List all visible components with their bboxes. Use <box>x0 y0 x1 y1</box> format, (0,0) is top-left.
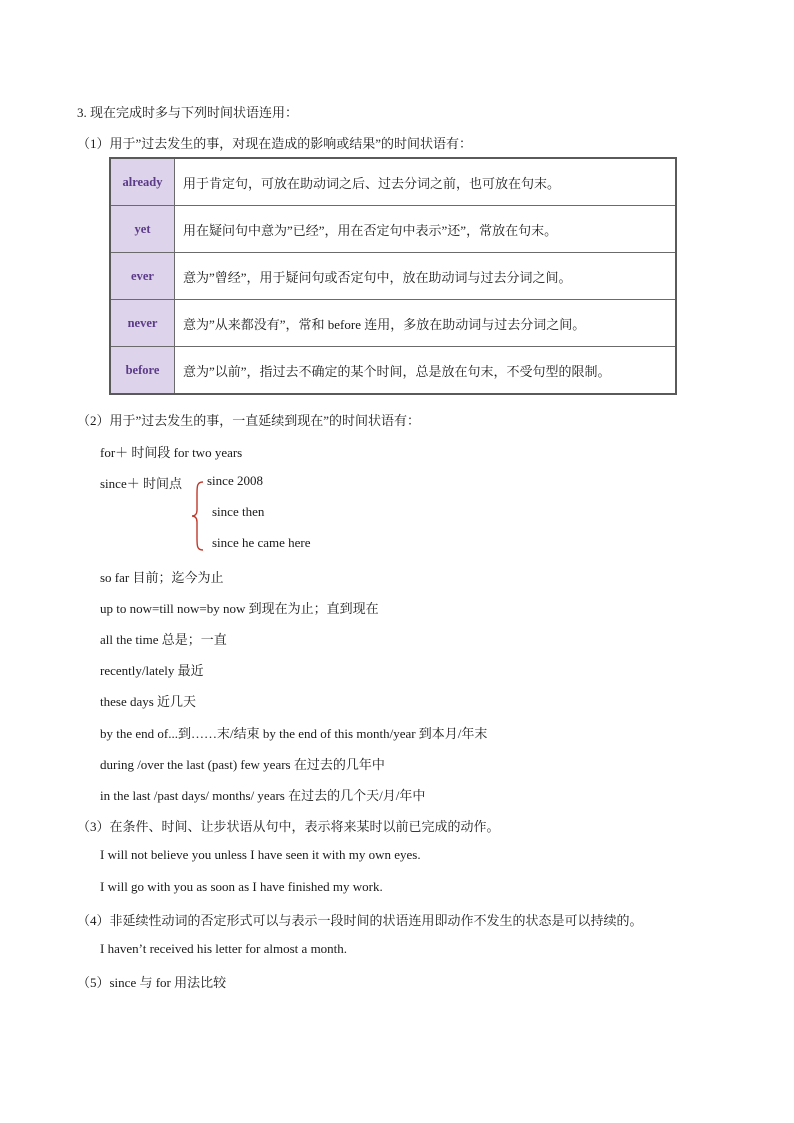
keyword-cell: yet <box>110 206 175 253</box>
adverb-table <box>109 157 677 395</box>
list-item: so far 目前；迄今为止 <box>100 570 224 585</box>
keyword-cell: never <box>110 300 175 347</box>
description-cell: 用于肯定句，可放在助动词之后、过去分词之前，也可放在句末。 <box>175 158 677 206</box>
keyword-cell: before <box>110 347 175 395</box>
keyword-cell: ever <box>110 253 175 300</box>
description-cell: 意为”从来都没有”，常和 before 连用，多放在助动词与过去分词之间。 <box>175 300 677 347</box>
for-line: for＋ 时间段 for two years <box>100 445 243 460</box>
brace-icon <box>191 480 205 552</box>
table-row <box>110 347 676 395</box>
list-item: these days 近几天 <box>100 694 197 709</box>
table-row <box>110 300 676 347</box>
table-row <box>110 206 676 253</box>
section2-title: （2）用于”过去发生的事，一直延续到现在”的时间状语有： <box>77 413 421 428</box>
section1-title: （1）用于”过去发生的事，对现在造成的影响或结果”的时间状语有： <box>77 136 473 151</box>
table-row <box>110 158 676 206</box>
example-sentence: I will not believe you unless I have seen it with my own eyes. <box>100 847 421 862</box>
section3-title: （3）在条件、时间、让步状语从句中，表示将来某时以前已完成的动作。 <box>77 819 500 834</box>
description-cell: 意为”曾经”，用于疑问句或否定句中，放在助动词与过去分词之间。 <box>175 253 677 300</box>
list-item: in the last /past days/ months/ years 在过去的几个天/月/年中 <box>100 788 426 803</box>
list-item: during /over the last (past) few years 在过去的几年中 <box>100 757 385 772</box>
description-cell: 意为”以前”，指过去不确定的某个时间，总是放在句末，不受句型的限制。 <box>175 347 677 395</box>
list-item: up to now=till now=by now 到现在为止；直到现在 <box>100 601 379 616</box>
section4-title: （4）非延续性动词的否定形式可以与表示一段时间的状语连用即动作不发生的状态是可以持续的。 <box>77 913 643 928</box>
description-cell: 用在疑问句中意为”已经”，用在否定句中表示”还”，常放在句末。 <box>175 206 677 253</box>
example-sentence: I will go with you as soon as I have finished my work. <box>100 879 383 894</box>
list-item: recently/lately 最近 <box>100 663 204 678</box>
keyword-cell: already <box>110 158 175 206</box>
list-item: all the time 总是；一直 <box>100 632 227 647</box>
since-label: since＋ 时间点 <box>100 476 182 491</box>
since-example: since he came here <box>212 535 311 550</box>
section5-title: （5）since 与 for 用法比较 <box>77 975 227 990</box>
heading: 3. 现在完成时多与下列时间状语连用： <box>77 105 299 120</box>
table-row <box>110 253 676 300</box>
example-sentence: I haven’t received his letter for almost a month. <box>100 941 348 956</box>
since-example: since 2008 <box>207 473 263 488</box>
since-example: since then <box>212 504 265 519</box>
list-item: by the end of...到……末/结束 by the end of this month/year 到本月/年末 <box>100 726 488 741</box>
